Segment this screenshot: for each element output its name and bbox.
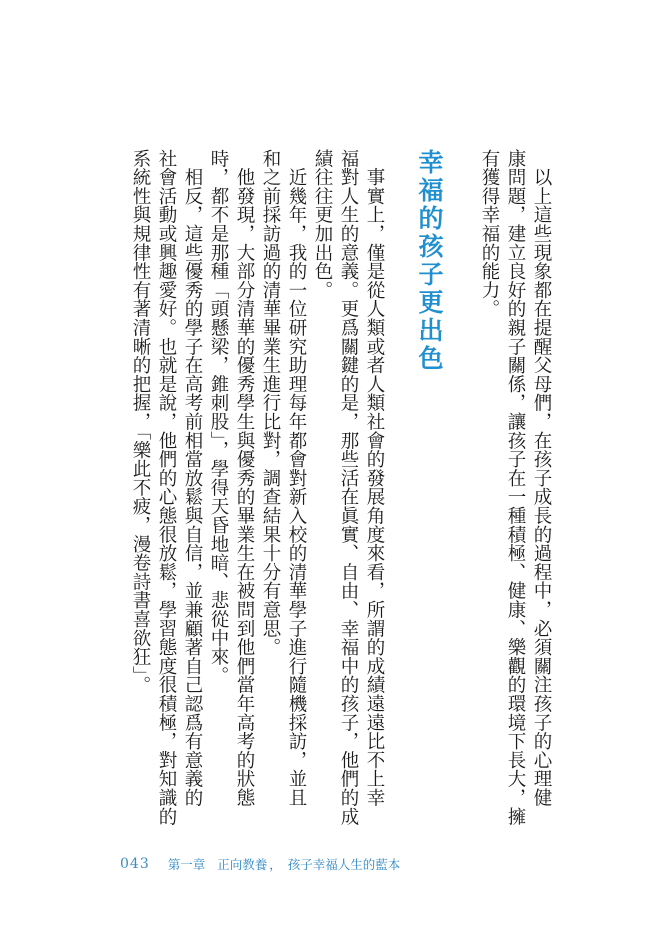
text-column-10: 時，都不是那種「頭懸梁，錐刺股」，學得天昏地暗、悲從中來。 xyxy=(208,149,229,685)
page-number: 043 xyxy=(120,856,150,872)
text-column-13: 系統性與規律性有著清晰的把握，「樂此不疲，漫卷詩書喜欲狂」。 xyxy=(130,149,151,695)
text-column-7: 近幾年，我的一位研究助理每年都會對新入校的清華學子進行隨機採訪，並且 xyxy=(286,149,307,807)
chapter-title-part1: 正向教養 xyxy=(217,857,268,872)
text-column-1: 以上這些現象都在提醒父母們，在孩子成長的過程中，必須關注孩子的心理健 xyxy=(531,149,552,807)
text-column-9: 他發現，大部分清華的優秀學生與優秀的畢業生在被問到他們當年高考的狀態 xyxy=(234,149,255,807)
text-column-8: 和之前採訪過的清華畢業生進行比對，調查結果十分有意思。 xyxy=(260,149,281,657)
section-heading: 幸福的孩子更出色 xyxy=(415,149,444,373)
text-column-2: 康問題，建立良好的親子關係，讓孩子在一種積極、健康、樂觀的環境下長大，擁 xyxy=(505,149,526,826)
text-column-6: 績往往更加出色。 xyxy=(312,149,333,300)
chapter-title-separator: ， xyxy=(269,857,282,872)
text-column-4: 事實上，僅是從人類或者人類社會的發展角度來看，所謂的成績遠遠比不上幸 xyxy=(364,149,385,807)
text-column-5: 福對人生的意義。更爲關鍵的是，那些活在眞實、自由、幸福中的孩子，他們的成 xyxy=(338,149,359,826)
chapter-title-part2: 孩子幸福人生的藍本 xyxy=(287,857,401,872)
text-column-12: 社會活動或興趣愛好。也就是說，他們的心態很放鬆，學習態度很積極，對知識的 xyxy=(156,149,177,826)
page-footer xyxy=(120,854,400,874)
text-column-3: 有獲得幸福的能力。 xyxy=(479,149,500,319)
chapter-label: 第一章 xyxy=(167,857,206,872)
text-column-11: 相反，這些優秀的學子在高考前相當放鬆與自信，並兼顧著自己認爲有意義的 xyxy=(182,149,203,807)
